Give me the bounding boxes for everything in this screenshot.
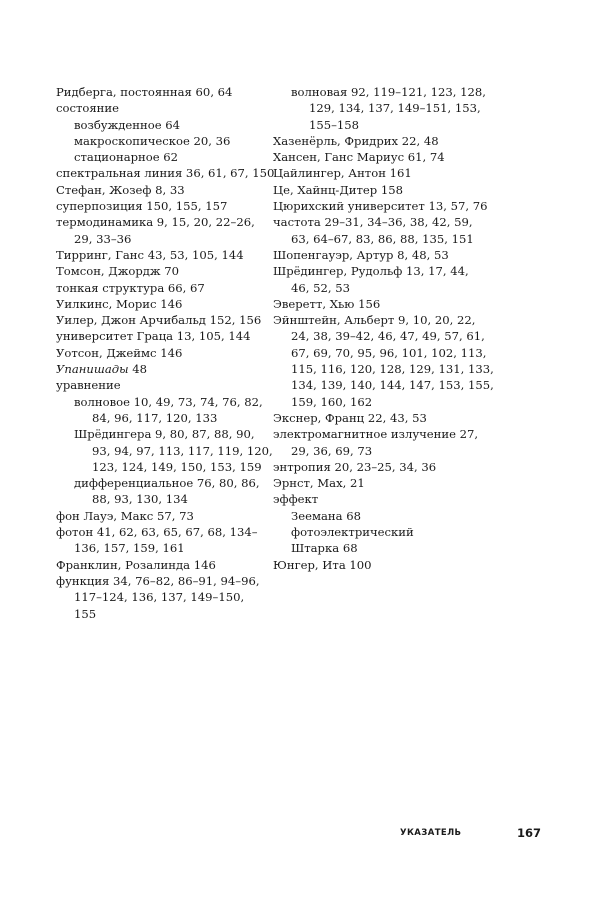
index-entry: 134, 139, 140, 144, 147, 153, 155, — [291, 378, 494, 393]
index-entry: 84, 96, 117, 120, 133 — [92, 410, 218, 425]
index-entry — [56, 361, 268, 377]
index-entry: 115, 116, 120, 128, 129, 131, 133, — [291, 362, 494, 377]
index-entry: электромагнитное излучение 27, — [273, 427, 479, 442]
index-entry: 88, 93, 130, 134 — [92, 492, 188, 507]
index-entry: 93, 94, 97, 113, 117, 119, 120, — [92, 443, 273, 458]
index-entry: Цюрихский университет 13, 57, 76 — [273, 199, 488, 214]
index-entry: Тирринг, Ганс 43, 53, 105, 144 — [56, 247, 244, 262]
index-entry: Шрёдингера 9, 80, 87, 88, 90, — [74, 427, 255, 442]
index-entry: функция 34, 76–82, 86–91, 94–96, — [56, 573, 260, 588]
index-entry: 155 — [74, 606, 97, 621]
running-footer-label: УКАЗАТЕЛЬ — [400, 828, 462, 838]
index-entry: фотоэлектрический — [291, 525, 414, 540]
index-entry: возбужденное 64 — [74, 117, 181, 132]
index-entry: Эйнштейн, Альберт 9, 10, 20, 22, — [273, 313, 476, 328]
index-entry-italic-term: Упанишады — [56, 362, 129, 377]
index-entry: 24, 38, 39–42, 46, 47, 49, 57, 61, — [291, 329, 485, 344]
index-entry: 159, 160, 162 — [291, 394, 373, 409]
index-entry: 136, 157, 159, 161 — [74, 541, 185, 556]
index-column-right — [273, 84, 523, 573]
page-footer — [0, 826, 600, 846]
index-entry: 129, 134, 137, 149–151, 153, — [309, 101, 481, 116]
index-entry: волновая 92, 119–121, 123, 128, — [291, 85, 486, 99]
index-entry: Томсон, Джордж 70 — [56, 264, 180, 279]
index-entry: Уилкинс, Морис 146 — [56, 296, 183, 311]
index-entry: Стефан, Жозеф 8, 33 — [56, 182, 185, 197]
index-entry: 123, 124, 149, 150, 153, 159 — [92, 459, 262, 474]
index-entry: состояние — [56, 101, 119, 116]
index-entry: 117–124, 136, 137, 149–150, — [74, 590, 245, 605]
index-entry: 67, 69, 70, 95, 96, 101, 102, 113, — [291, 345, 487, 360]
index-entry: Ридберга, постоянная 60, 64 — [56, 85, 233, 99]
index-entry: суперпозиция 150, 155, 157 — [56, 199, 228, 214]
index-entry: спектральная линия 36, 61, 67, 150 — [56, 166, 275, 181]
index-entry: волновое 10, 49, 73, 74, 76, 82, — [74, 394, 263, 409]
index-entry: 46, 52, 53 — [291, 280, 350, 295]
index-entry: макроскопическое 20, 36 — [74, 133, 231, 148]
index-entry: Экснер, Франц 22, 43, 53 — [273, 410, 427, 425]
index-entry: Шопенгауэр, Артур 8, 48, 53 — [273, 247, 449, 262]
index-entry: 155–158 — [309, 117, 360, 132]
index-entry: Франклин, Розалинда 146 — [56, 557, 216, 572]
index-entry: термодинамика 9, 15, 20, 22–26, — [56, 215, 255, 230]
index-entry: университет Граца 13, 105, 144 — [56, 329, 251, 344]
page-number: 167 — [517, 826, 542, 840]
index-entry: 29, 33–36 — [74, 231, 132, 246]
index-entry-pages: 48 — [128, 362, 147, 377]
index-entry: Хазенёрль, Фридрих 22, 48 — [273, 133, 439, 148]
index-entry: энтропия 20, 23–25, 34, 36 — [273, 459, 437, 474]
index-entry: Зеемана 68 — [291, 508, 361, 523]
index-entry: Юнгер, Ита 100 — [273, 557, 372, 572]
index-entry: частота 29–31, 34–36, 38, 42, 59, — [273, 215, 473, 230]
index-entry: дифференциальное 76, 80, 86, — [74, 476, 260, 491]
index-entry: уравнение — [56, 378, 121, 393]
index-entry: Цайлингер, Антон 161 — [273, 166, 412, 181]
index-column-left — [56, 84, 275, 622]
index-entry: Шрёдингер, Рудольф 13, 17, 44, — [273, 264, 469, 279]
index-entry: Эрнст, Мах, 21 — [273, 476, 365, 491]
index-entry: Це, Хайнц-Дитер 158 — [273, 182, 403, 197]
index-entry: Эверетт, Хью 156 — [273, 296, 381, 311]
index-entry: Хансен, Ганс Мариус 61, 74 — [273, 150, 445, 165]
index-entry: тонкая структура 66, 67 — [56, 280, 205, 295]
index-entry: стационарное 62 — [74, 150, 179, 165]
index-entry: фотон 41, 62, 63, 65, 67, 68, 134– — [56, 525, 258, 540]
index-entry: Уилер, Джон Арчибальд 152, 156 — [56, 313, 262, 328]
index-entry: эффект — [273, 492, 319, 507]
index-entry: фон Лауэ, Макс 57, 73 — [56, 508, 194, 523]
index-entry: Уотсон, Джеймс 146 — [56, 345, 183, 360]
index-entry: Штарка 68 — [291, 541, 358, 556]
index-entry: 63, 64–67, 83, 86, 88, 135, 151 — [291, 231, 474, 246]
index-entry: 29, 36, 69, 73 — [291, 443, 373, 458]
